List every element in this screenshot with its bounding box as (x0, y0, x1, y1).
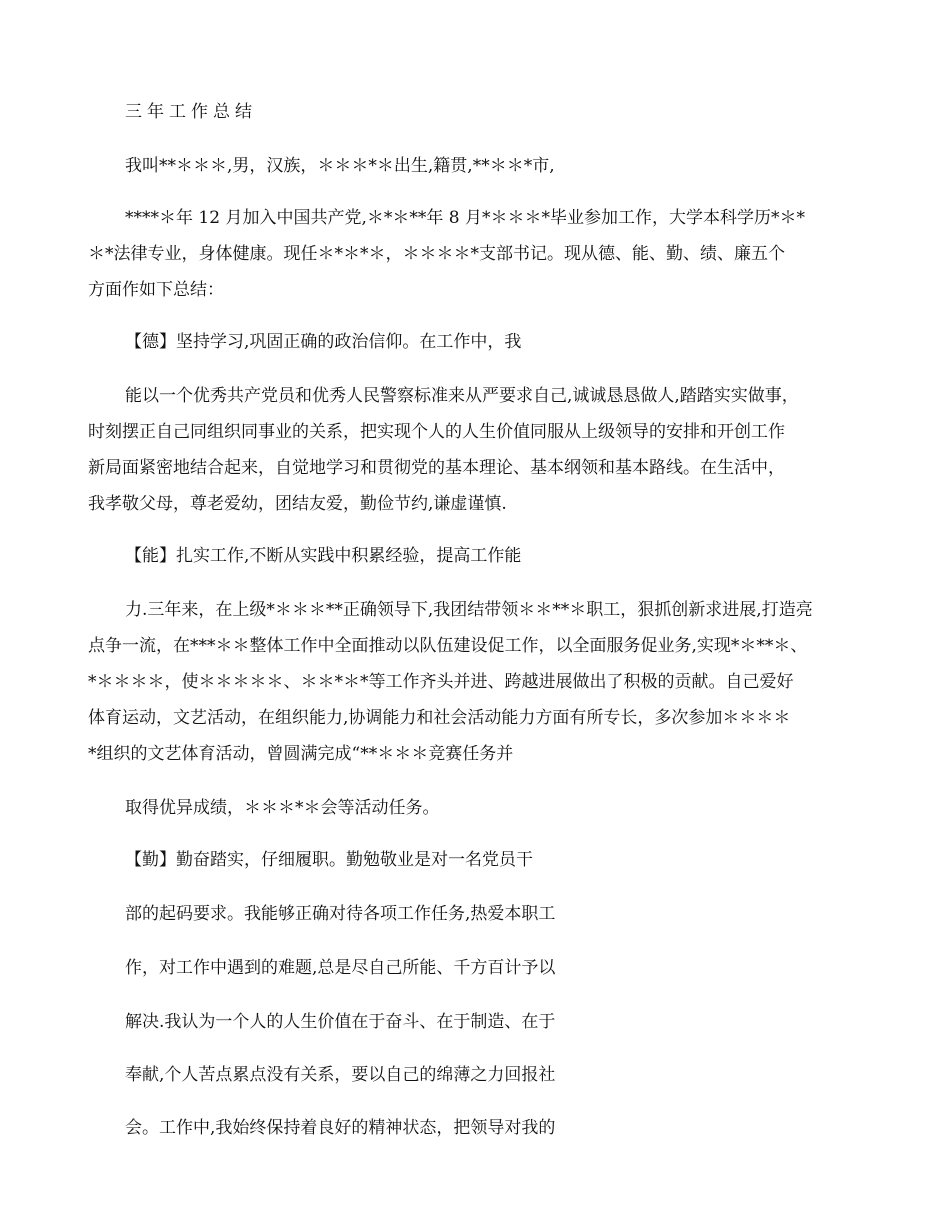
section-neng-heading: 【能】扎实工作,不断从实践中积累经验，提高工作能 (125, 546, 522, 566)
section-qin-body-line: 部的起码要求。我能够正确对待各项工作任务,热爱本职工 (125, 904, 556, 924)
paragraph-party-line: ****＊年 12 月加入中国共产党,＊*＊**年 8 月*＊＊＊*毕业参加工作，大学本科学历*＊* (125, 208, 805, 228)
section-neng-body-line: 点争一流，在***＊＊整体工作中全面推动以队伍建设促工作，以全面服务促业务,实现*＊**＊、 (88, 636, 808, 656)
section-qin-body-line: 作，对工作中遇到的难题,总是尽自己所能、千方百计予以 (125, 958, 556, 978)
section-qin-body-line: 奉献,个人苦点累点没有关系，要以自己的绵薄之力回报社 (125, 1065, 556, 1085)
section-de-heading: 【德】坚持学习,巩固正确的政治信仰。在工作中，我 (125, 332, 522, 352)
paragraph-party-line: ＊*法律专业，身体健康。现任＊*＊*＊，＊＊＊＊*支部书记。现从德、能、勤、绩、廉五个 (88, 244, 785, 264)
section-qin-body-line: 解决.我认为一个人的人生价值在于奋斗、在于制造、在于 (125, 1012, 556, 1032)
section-neng-body-line: *组织的文艺体育活动，曾圆满完成“**＊＊＊竞赛任务并 (88, 744, 514, 764)
section-qin-heading: 【勤】勤奋踏实，仔细履职。勤勉敬业是对一名党员干 (125, 850, 533, 870)
section-neng-body-line: 体育运动，文艺活动，在组织能力,协调能力和社会活动能力方面有所专长，多次参加＊＊＊＊ (88, 708, 791, 728)
section-de-body-line: 能以一个优秀共产党员和优秀人民警察标准来从严要求自己,诚诚恳恳做人,踏踏实实做事， (125, 386, 799, 406)
paragraph-party-line: 方面作如下总结： (88, 280, 224, 300)
section-de-body-line: 时刻摆正自己同组织同事业的关系，把实现个人的人生价值同服从上级领导的安排和开创工作 (88, 422, 785, 442)
section-qin-body-line: 会。工作中,我始终保持着良好的精神状态，把领导对我的 (125, 1118, 556, 1138)
section-neng-body-line: 力.三年来，在上级*＊＊＊**正确领导下,我团结带领＊＊**＊职工，狠抓创新求进展,打造亮 (125, 600, 813, 620)
section-de-body-line: 我孝敬父母，尊老爱幼，团结友爱，勤俭节约,谦虚谨慎. (88, 494, 507, 514)
paragraph-intro-line: 我叫**＊＊＊,男，汉族，＊＊＊*＊出生,籍贯,**＊＊*市, (125, 156, 555, 176)
section-de-body-line: 新局面紧密地结合起来，自觉地学习和贯彻党的基本理论、基本纲领和基本路线。在生活中， (88, 458, 785, 478)
section-neng-body-line: *＊＊＊＊，使＊＊＊＊＊、＊＊*＊*等工作齐头并进、跨越进展做出了积极的贡献。自己爱好 (88, 672, 794, 692)
section-neng-body-line: 取得优异成绩，＊＊＊*＊会等活动任务。 (125, 798, 440, 818)
page-title: 三年工作总结 (125, 102, 257, 122)
